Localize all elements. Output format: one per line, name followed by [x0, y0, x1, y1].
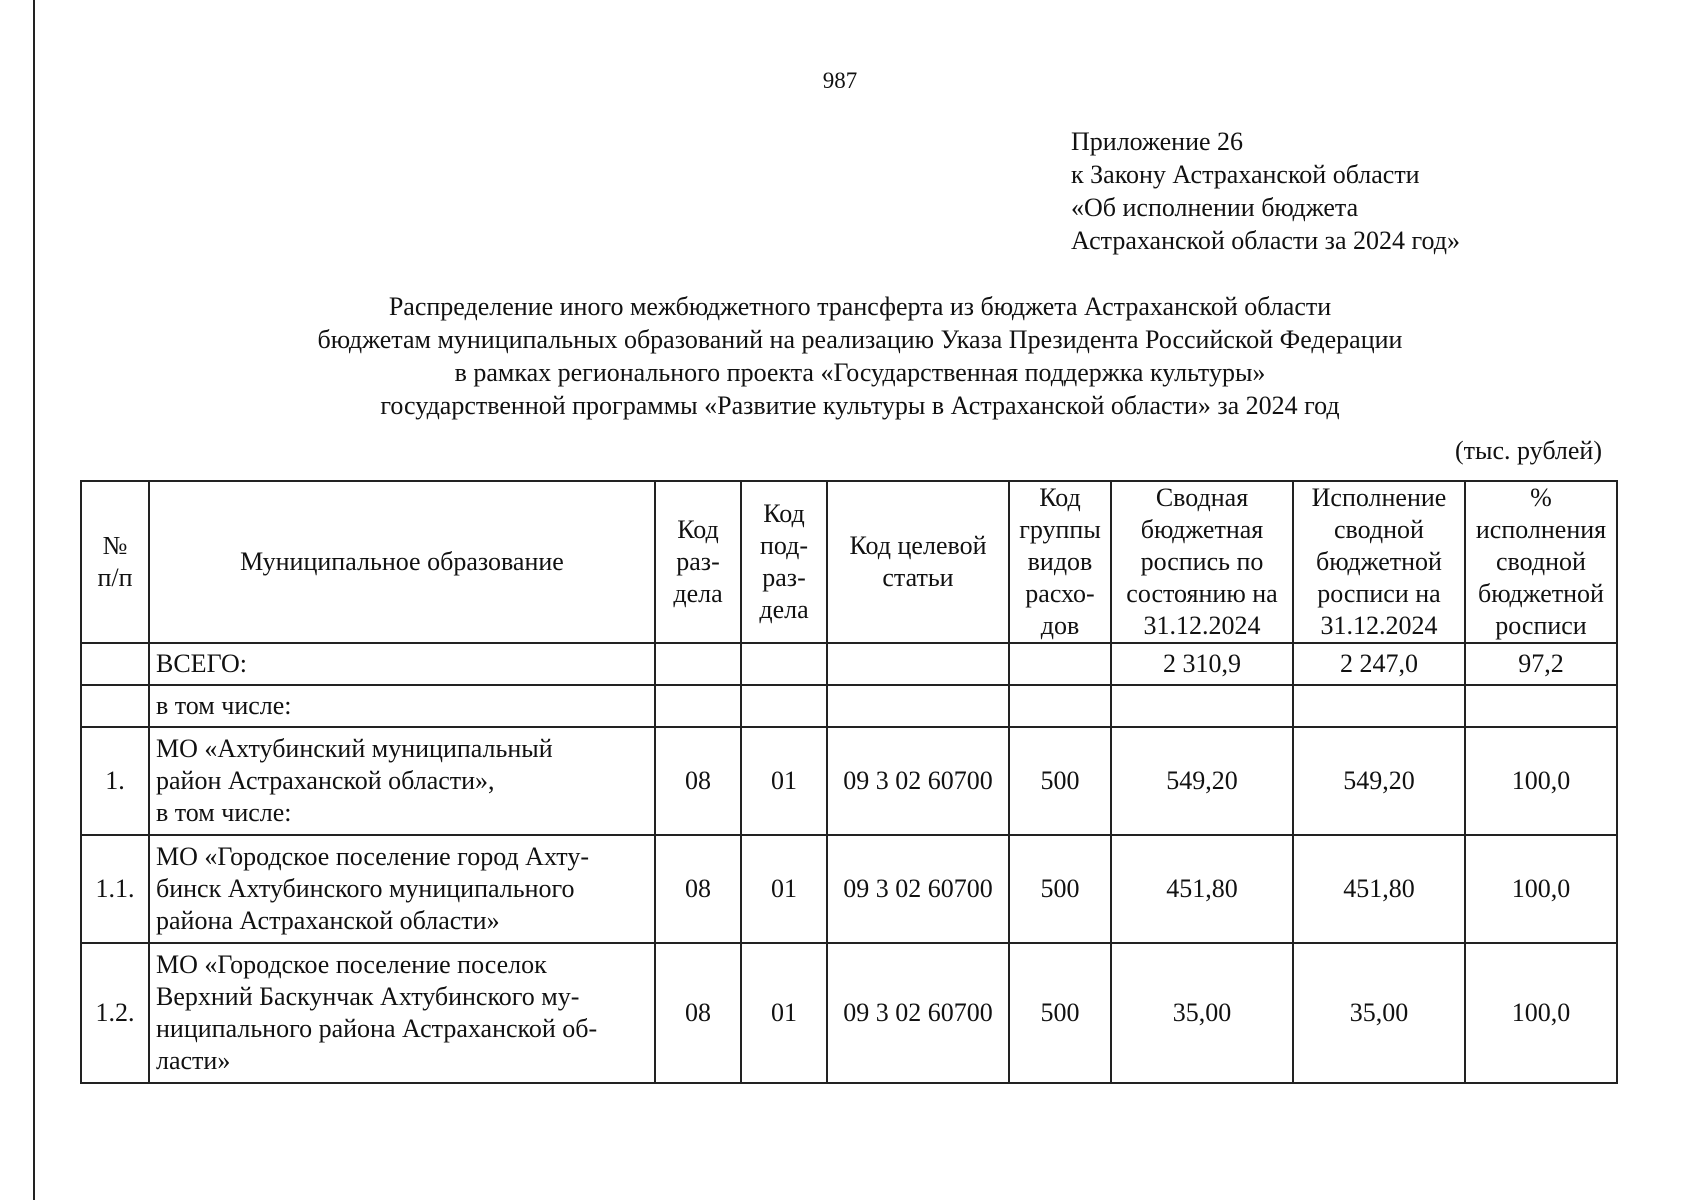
cell [827, 643, 1009, 685]
budget-plan: 549,20 [1111, 727, 1293, 835]
title-line: Распределение иного межбюджетного трансферта из бюджета Астраханской области [388, 292, 1332, 321]
table-row [81, 943, 1617, 1083]
row-number: 1.2. [81, 943, 149, 1083]
target-code: 09 3 02 60700 [827, 727, 1009, 835]
expense-group-code: 500 [1009, 727, 1111, 835]
title-line: государственной программы «Развитие культуры в Астраханской области» за 2024 год [380, 391, 1340, 420]
including-label: в том числе: [149, 685, 655, 727]
municipality-name: МО «Городское поселение поселок Верхний Баскунчак Ахтубинского му- ниципального района Астраханской об- ласти» [149, 943, 655, 1083]
annex-block [1071, 125, 1460, 257]
section-code: 08 [655, 835, 741, 943]
target-code: 09 3 02 60700 [827, 835, 1009, 943]
row-number: 1. [81, 727, 149, 835]
document-title [120, 290, 1600, 422]
distribution-table [80, 480, 1618, 1084]
annex-line: Приложение 26 [1071, 127, 1244, 156]
total-label: ВСЕГО: [149, 643, 655, 685]
section-code: 08 [655, 727, 741, 835]
budget-plan: 451,80 [1111, 835, 1293, 943]
page-margin-line [33, 0, 35, 1200]
table-row-total [81, 643, 1617, 685]
cell [655, 643, 741, 685]
execution: 35,00 [1293, 943, 1465, 1083]
subsection-code: 01 [741, 835, 827, 943]
header-execution-percent: % исполнения сводной бюджетной росписи [1465, 481, 1617, 643]
cell [1111, 685, 1293, 727]
cell [1293, 685, 1465, 727]
annex-line: к Закону Астраханской области [1071, 160, 1420, 189]
execution: 549,20 [1293, 727, 1465, 835]
table-row [81, 727, 1617, 835]
cell [1009, 685, 1111, 727]
expense-group-code: 500 [1009, 943, 1111, 1083]
cell [741, 643, 827, 685]
page-number: 987 [822, 68, 858, 93]
header-expense-group-code: Код группы видов расхо- дов [1009, 481, 1111, 643]
table-header-row [81, 481, 1617, 643]
total-percent: 97,2 [1465, 643, 1617, 685]
annex-line: «Об исполнении бюджета [1071, 193, 1359, 222]
header-execution: Исполнение сводной бюджетной росписи на 31.12.2024 [1293, 481, 1465, 643]
header-target-code: Код целевой статьи [827, 481, 1009, 643]
subsection-code: 01 [741, 727, 827, 835]
cell [81, 685, 149, 727]
total-execution: 2 247,0 [1293, 643, 1465, 685]
subsection-code: 01 [741, 943, 827, 1083]
budget-plan: 35,00 [1111, 943, 1293, 1083]
header-budget-plan: Сводная бюджетная роспись по состоянию на 31.12.2024 [1111, 481, 1293, 643]
cell [827, 685, 1009, 727]
execution-percent: 100,0 [1465, 727, 1617, 835]
cell [1009, 643, 1111, 685]
row-number: 1.1. [81, 835, 149, 943]
cell [741, 685, 827, 727]
total-plan: 2 310,9 [1111, 643, 1293, 685]
header-subsection-code: Код под- раз- дела [741, 481, 827, 643]
section-code: 08 [655, 943, 741, 1083]
execution-percent: 100,0 [1465, 835, 1617, 943]
header-municipality: Муниципальное образование [149, 481, 655, 643]
cell [655, 685, 741, 727]
table-row-including [81, 685, 1617, 727]
expense-group-code: 500 [1009, 835, 1111, 943]
execution: 451,80 [1293, 835, 1465, 943]
title-line: бюджетам муниципальных образований на реализацию Указа Президента Российской Федерации [317, 325, 1403, 354]
execution-percent: 100,0 [1465, 943, 1617, 1083]
header-num: № п/п [81, 481, 149, 643]
title-line: в рамках регионального проекта «Государственная поддержка культуры» [454, 358, 1266, 387]
table-row [81, 835, 1617, 943]
header-section-code: Код раз- дела [655, 481, 741, 643]
target-code: 09 3 02 60700 [827, 943, 1009, 1083]
units-label: (тыс. рублей) [1454, 436, 1602, 465]
annex-line: Астраханской области за 2024 год» [1071, 226, 1460, 255]
municipality-name: МО «Ахтубинский муниципальный район Астраханской области», в том числе: [149, 727, 655, 835]
cell [1465, 685, 1617, 727]
municipality-name: МО «Городское поселение город Ахту- бинск Ахтубинского муниципального района Астраханской области» [149, 835, 655, 943]
cell [81, 643, 149, 685]
